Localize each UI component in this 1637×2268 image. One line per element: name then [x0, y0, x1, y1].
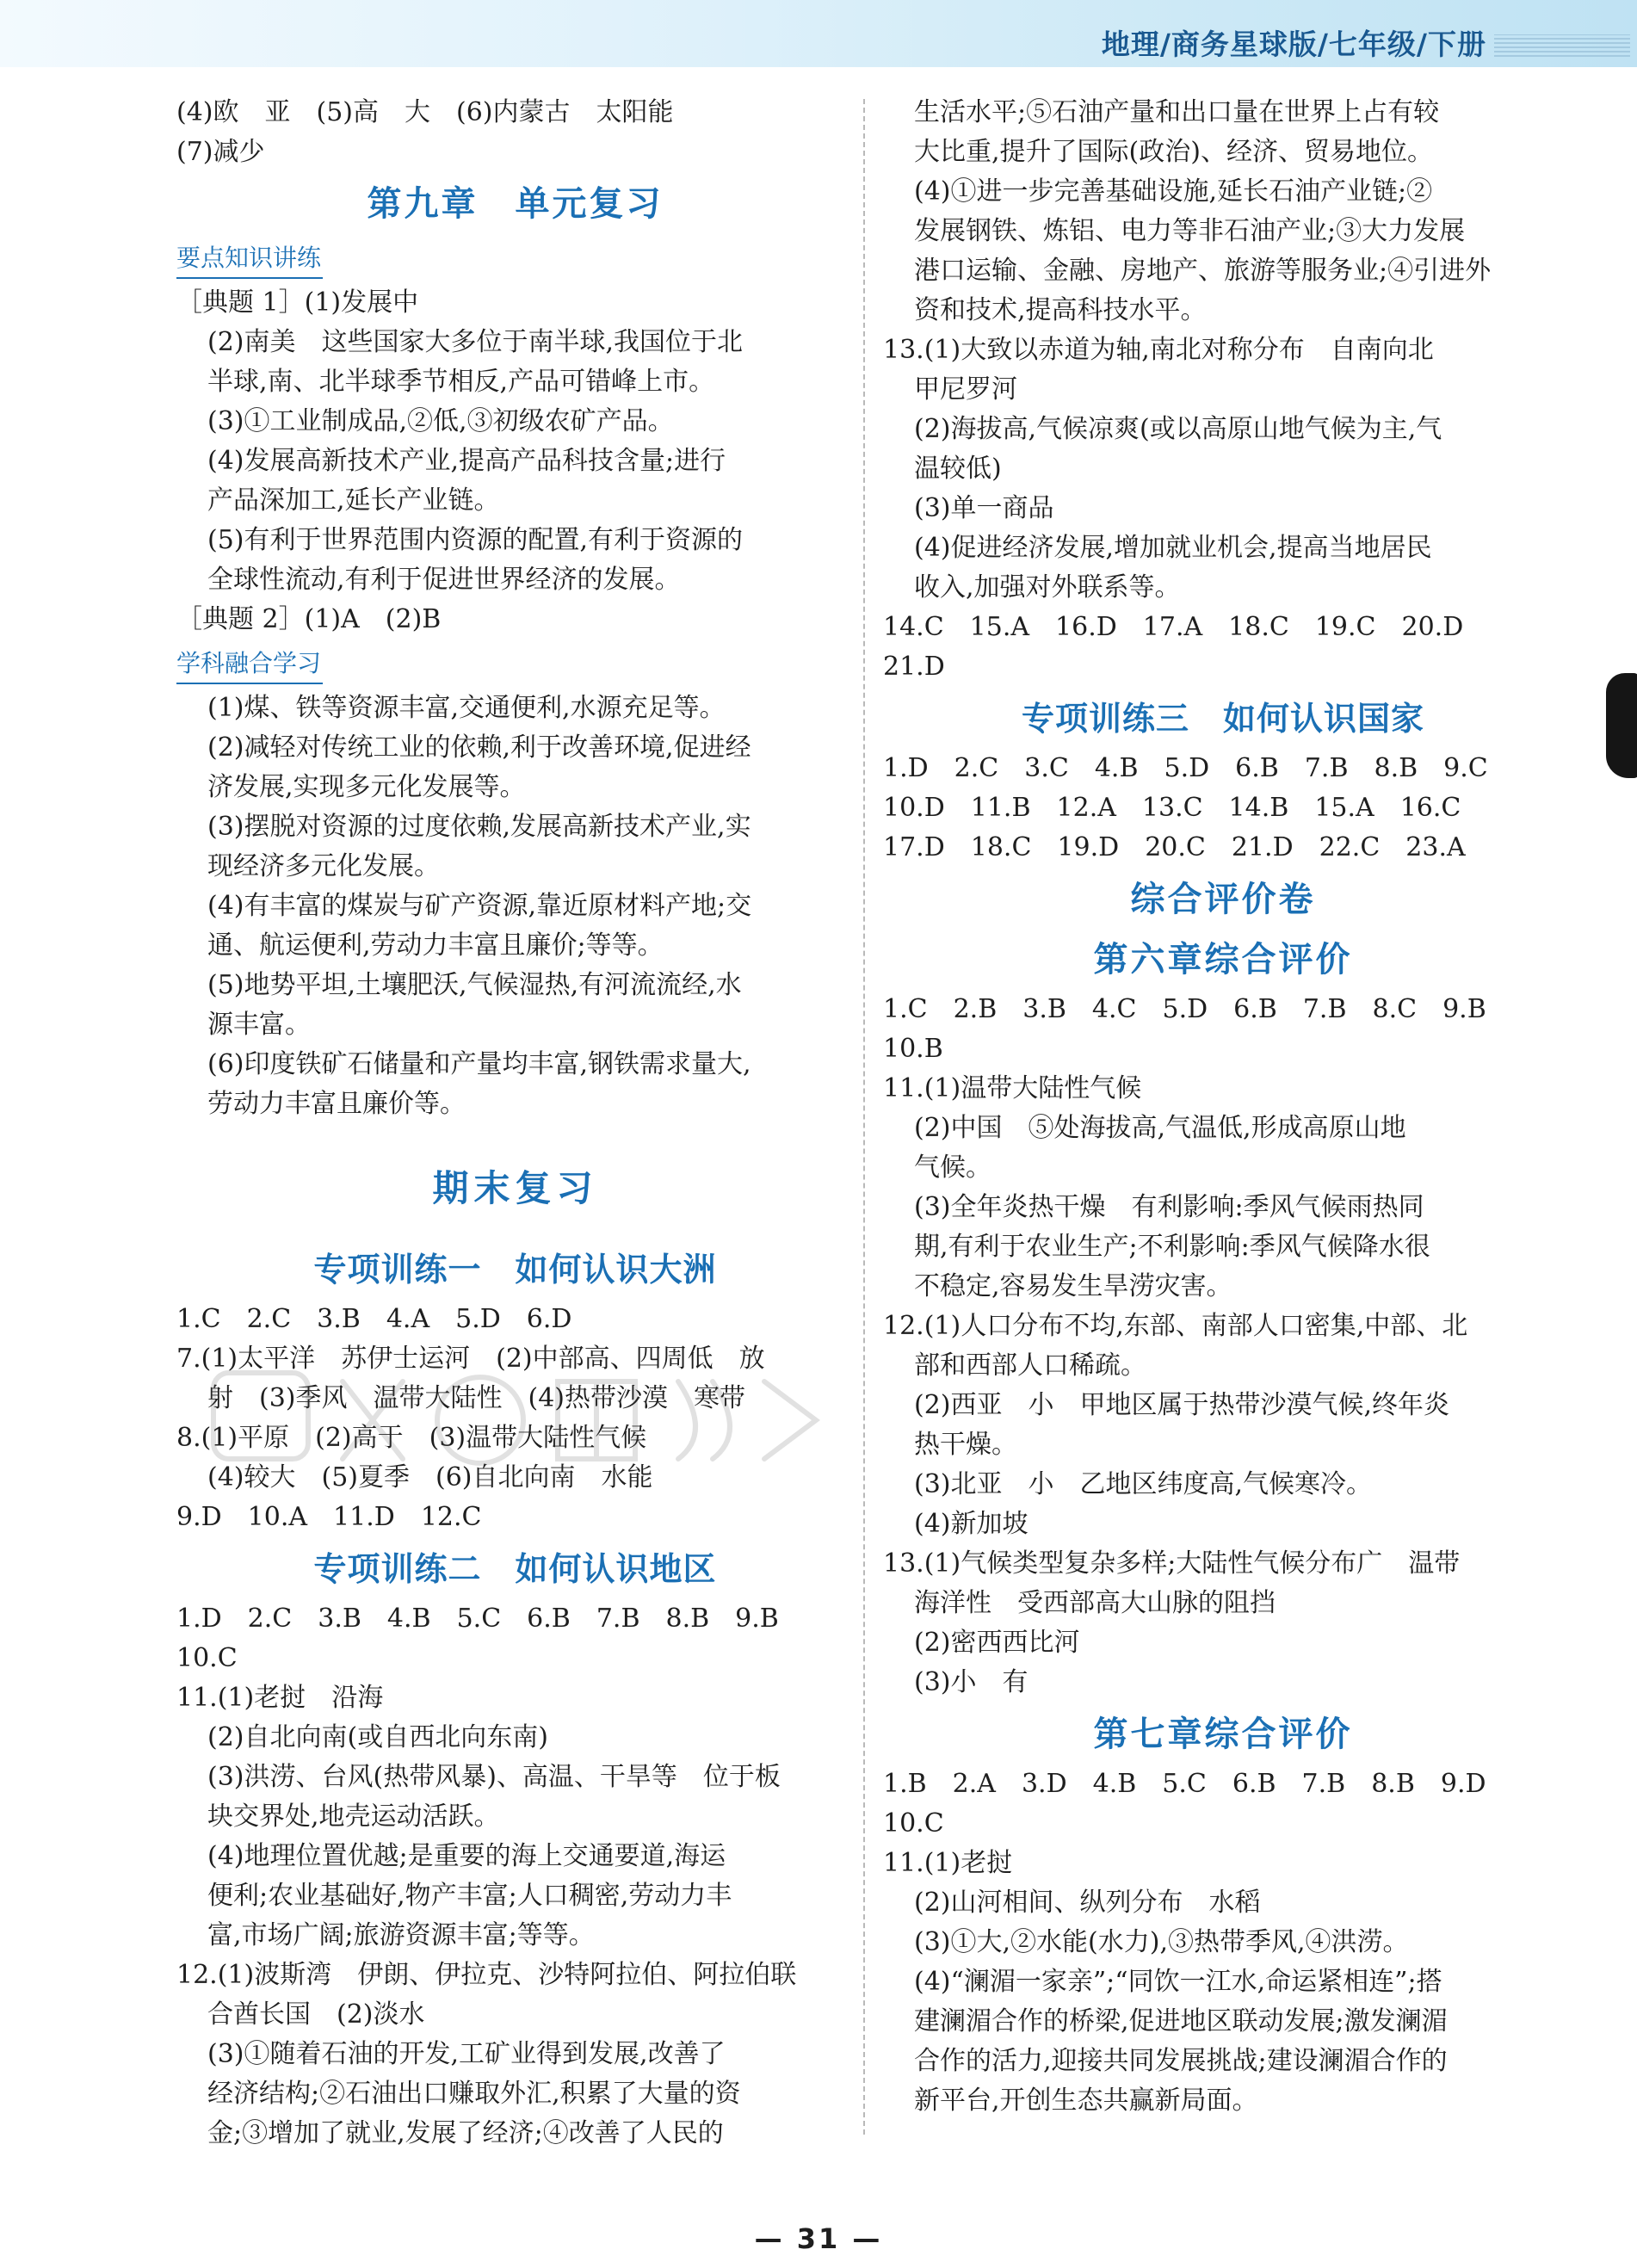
answer-line: 产品深加工,延长产业链。: [207, 485, 500, 516]
answer-line: (4)促进经济发展,增加就业机会,提高当地居民: [914, 533, 1432, 563]
section-subheading-row: [176, 234, 854, 283]
answer-line: 合酋长国 (2)淡水: [207, 1999, 425, 2030]
answer-line: 1.B 2.A 3.D 4.B 5.C 6.B 7.B 8.B 9.D: [883, 1769, 1486, 1799]
answer-line: 9.D 10.A 11.D 12.C: [176, 1502, 482, 1532]
answer-line: 10.D 11.B 12.A 13.C 14.B 15.A 16.C: [883, 793, 1461, 823]
answer-line: 1.D 2.C 3.B 4.B 5.C 6.B 7.B 8.B 9.B: [176, 1604, 779, 1634]
answer-line: (2)减轻对传统工业的依赖,利于改善环境,促进经: [207, 732, 751, 763]
answer-line: (4)发展高新技术产业,提高产品科技含量;进行: [207, 446, 726, 476]
answer-line: 甲尼罗河: [914, 374, 1017, 405]
answer-line: (2)南美 这些国家大多位于南半球,我国位于北: [207, 327, 744, 357]
answer-line: 7.(1)太平洋 苏伊士运河 (2)中部高、四周低 放: [176, 1344, 765, 1374]
answer-line: (3)①随着石油的开发,工矿业得到发展,改善了: [207, 2039, 726, 2069]
answer-line: (4)有丰富的煤炭与矿产资源,靠近原材料产地;交: [207, 891, 752, 921]
answer-line: 10.C: [883, 1808, 944, 1839]
header-stripe-decoration: [1494, 34, 1630, 57]
answer-line: (6)印度铁矿石储量和产量均丰富,钢铁需求量大,: [207, 1049, 751, 1079]
answer-line: (4)地理位置优越;是重要的海上交通要道,海运: [207, 1841, 726, 1871]
answer-line: 13.(1)气候类型复杂多样;大陆性气候分布广 温带: [883, 1548, 1461, 1579]
answer-line: 半球,南、北半球季节相反,产品可错峰上市。: [207, 367, 715, 397]
answer-line: (3)洪涝、台风(热带风暴)、高温、干旱等 位于板: [207, 1762, 781, 1792]
answer-line: (2)密西西比河: [914, 1628, 1080, 1658]
section-subheading: 学科融合学习: [176, 645, 323, 684]
answer-line: 海洋性 受西部高大山脉的阻挡: [914, 1588, 1276, 1618]
answer-line: (2)中国 ⑤处海拔高,气温低,形成高原山地: [914, 1113, 1406, 1143]
answer-line: 12.(1)人口分布不均,东部、南部人口密集,中部、北: [883, 1311, 1468, 1341]
answer-line: 不稳定,容易发生旱涝灾害。: [914, 1271, 1232, 1301]
page-number: — 31 —: [754, 2222, 883, 2255]
answer-line: 17.D 18.C 19.D 20.C 21.D 22.C 23.A: [883, 832, 1466, 862]
answer-line: (4)新加坡: [914, 1509, 1029, 1539]
answer-line: 8.(1)平原 (2)高于 (3)温带大陆性气候: [176, 1423, 647, 1453]
answer-line: (2)西亚 小 甲地区属于热带沙漠气候,终年炎: [914, 1390, 1450, 1420]
answer-line: 1.C 2.C 3.B 4.A 5.D 6.D: [176, 1304, 572, 1334]
answer-line: 14.C 15.A 16.D 17.A 18.C 19.C 20.D: [883, 612, 1464, 642]
answer-line: 金;③增加了就业,发展了经济;④改善了人民的: [207, 2118, 724, 2148]
answer-line: (7)减少: [176, 137, 265, 167]
answer-line: 便利;农业基础好,物产丰富;人口稠密,劳动力丰: [207, 1881, 732, 1911]
answer-line: 10.C: [176, 1643, 238, 1673]
answer-line: 发展钢铁、炼铝、电力等非石油产业;③大力发展: [914, 216, 1466, 246]
answer-line: 1.D 2.C 3.C 4.B 5.D 6.B 7.B 8.B 9.C: [883, 753, 1488, 783]
answer-line: 港口运输、金融、房地产、旅游等服务业;④引进外: [914, 256, 1492, 286]
header-banner: [0, 0, 1637, 67]
answer-line: (3)单一商品: [914, 493, 1054, 523]
answer-line: 1.C 2.B 3.B 4.C 5.D 6.B 7.B 8.C 9.B: [883, 994, 1486, 1024]
book-title-header: 地理/商务星球版/七年级/下册: [1101, 28, 1486, 61]
answer-line: 合作的活力,迎接共同发展挑战;建设澜湄合作的: [914, 2046, 1448, 2076]
chapter-heading: 专项训练三 如何认识国家: [1021, 700, 1424, 738]
answer-line: (2)海拔高,气候凉爽(或以高原山地气候为主,气: [914, 414, 1442, 444]
left-column: [176, 93, 854, 2154]
chapter-heading: 专项训练二 如何认识地区: [313, 1550, 717, 1588]
answer-line: 部和西部人口稀疏。: [914, 1350, 1146, 1381]
chapter-heading: 第九章 单元复习: [367, 184, 664, 224]
answer-line: (4)较大 (5)夏季 (6)自北向南 水能: [207, 1462, 653, 1492]
answer-line: 全球性流动,有利于促进世界经济的发展。: [207, 565, 681, 595]
answer-line: 11.(1)老挝 沿海: [176, 1683, 384, 1713]
answer-line: 21.D: [883, 652, 945, 682]
answer-line: 收入,加强对外联系等。: [914, 572, 1181, 603]
answer-line: (3)摆脱对资源的过度依赖,发展高新技术产业,实: [207, 812, 751, 842]
answer-line: ［典题 2］(1)A (2)B: [176, 604, 442, 634]
answer-line: (3)①大,②水能(水力),③热带季风,④洪涝。: [914, 1927, 1409, 1957]
part-heading: 期末复习: [432, 1167, 598, 1209]
column-divider: [863, 99, 865, 2135]
section-subheading-row: [176, 640, 854, 689]
answer-line: (4)①进一步完善基础设施,延长石油产业链;②: [914, 176, 1433, 207]
answer-line: 新平台,开创生态共赢新局面。: [914, 2086, 1258, 2116]
answer-line: 劳动力丰富且廉价等。: [207, 1089, 466, 1119]
answer-line: (5)地势平坦,土壤肥沃,气候湿热,有河流流经,水: [207, 970, 742, 1000]
answer-line: 13.(1)大致以赤道为轴,南北对称分布 自南向北: [883, 335, 1434, 365]
answer-line: 大比重,提升了国际(政治)、经济、贸易地位。: [914, 137, 1433, 167]
answer-line: 温较低): [914, 454, 1002, 484]
answer-line: (2)自北向南(或自西北向东南): [207, 1722, 548, 1752]
page-edge-mark: [1606, 673, 1637, 778]
answer-line: (3)小 有: [914, 1667, 1029, 1697]
answer-line: (4)欧 亚 (5)高 大 (6)内蒙古 太阳能: [176, 97, 674, 127]
answer-line: 11.(1)老挝: [883, 1848, 1013, 1878]
answer-line: 块交界处,地壳运动活跃。: [207, 1801, 500, 1832]
chapter-heading: 第七章综合评价: [1093, 1715, 1353, 1754]
answer-line: 生活水平;⑤石油产量和出口量在世界上占有较: [914, 97, 1440, 127]
answer-line: (5)有利于世界范围内资源的配置,有利于资源的: [207, 525, 744, 555]
answer-line: (3)①工业制成品,②低,③初级农矿产品。: [207, 406, 674, 436]
answer-line: 现经济多元化发展。: [207, 851, 440, 881]
answer-line: 济发展,实现多元化发展等。: [207, 772, 526, 802]
answer-line: 12.(1)波斯湾 伊朗、伊拉克、沙特阿拉伯、阿拉伯联: [176, 1960, 797, 1990]
answer-line: (3)北亚 小 乙地区纬度高,气候寒冷。: [914, 1469, 1373, 1499]
answer-line: 建澜湄合作的桥梁,促进地区联动发展;激发澜湄: [914, 2006, 1448, 2036]
answer-line: 气候。: [914, 1153, 991, 1183]
answer-line: 富,市场广阔;旅游资源丰富;等等。: [207, 1920, 595, 1950]
answer-line: ［典题 1］(1)发展中: [176, 287, 419, 318]
answer-line: 期,有利于农业生产;不利影响:季风气候降水很: [914, 1232, 1430, 1262]
right-column: [883, 93, 1563, 2121]
answer-line: (2)山河相间、纵列分布 水稻: [914, 1888, 1261, 1918]
answer-line: (1)煤、铁等资源丰富,交通便利,水源充足等。: [207, 693, 726, 723]
answer-line: 资和技术,提高科技水平。: [914, 295, 1207, 325]
answer-line: 10.B: [883, 1034, 943, 1064]
answer-line: (4)“澜湄一家亲”;“同饮一江水,命运紧相连”;搭: [914, 1967, 1442, 1997]
section-subheading: 要点知识讲练: [176, 239, 323, 279]
answer-line: 热干燥。: [914, 1430, 1017, 1460]
answer-line: 源丰富。: [207, 1010, 311, 1040]
chapter-heading: 第六章综合评价: [1093, 940, 1353, 980]
answer-line: 射 (3)季风 温带大陆性 (4)热带沙漠 寒带: [207, 1383, 745, 1413]
answer-line: 经济结构;②石油出口赚取外汇,积累了大量的资: [207, 2079, 741, 2109]
chapter-heading: 综合评价卷: [1130, 880, 1316, 919]
answer-line: 通、航运便利,劳动力丰富且廉价;等等。: [207, 930, 664, 961]
answer-line: (3)全年炎热干燥 有利影响:季风气候雨热同: [914, 1192, 1424, 1222]
chapter-heading: 专项训练一 如何认识大洲: [313, 1251, 717, 1288]
answer-line: 11.(1)温带大陆性气候: [883, 1073, 1142, 1103]
